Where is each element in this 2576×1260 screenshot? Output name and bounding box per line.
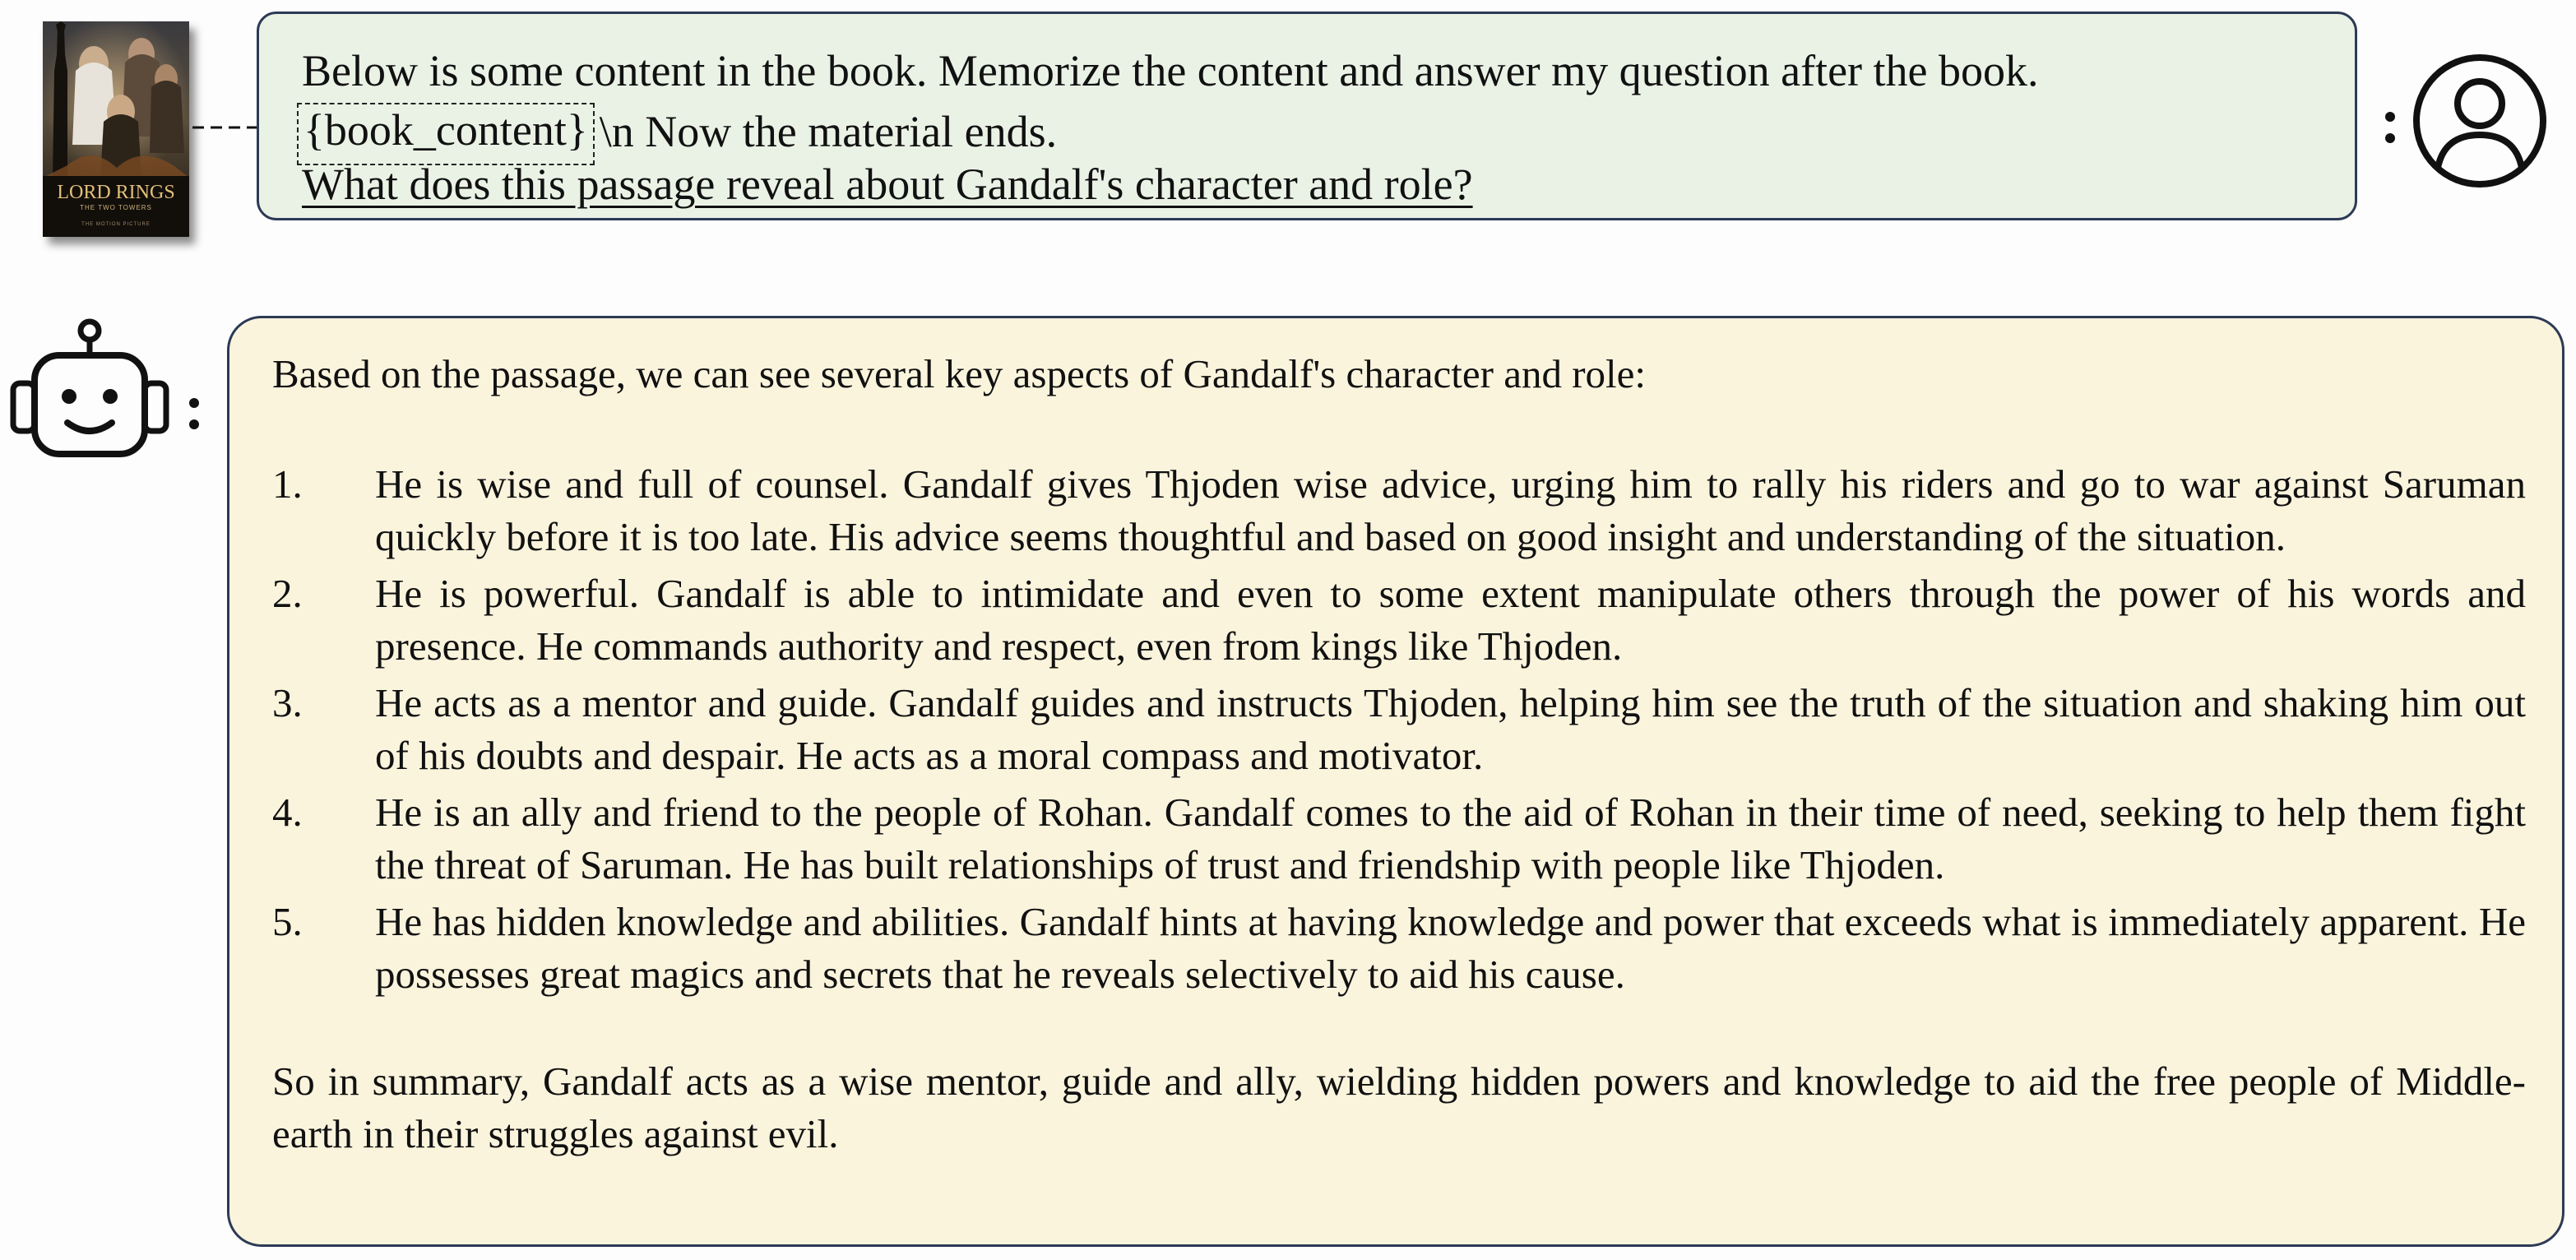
book-cover-image — [43, 21, 189, 237]
response-list — [272, 458, 2526, 1001]
user-colon-separator — [2385, 112, 2395, 155]
response-intro: Based on the passage, we can see several key aspects of Gandalf's character and role: — [272, 351, 1646, 396]
user-prompt-bubble — [257, 12, 2357, 220]
list-item-text: He is powerful. Gandalf is able to intimidate and even to some extent manipulate others through the power of his words and presence. He commands authority and respect, even from kings like Thjoden. — [375, 571, 2526, 669]
list-item-text: He acts as a mentor and guide. Gandalf guides and instructs Thjoden, helping him see the truth of the situation and shaking him out of his doubts and despair. He acts as a moral compass and motivator. — [375, 680, 2526, 778]
book-cover-credit: THE MOTION PICTURE — [81, 222, 151, 227]
list-item — [272, 786, 2526, 892]
prompt-material-line — [302, 104, 1057, 167]
book-cover-title: LORD RINGS — [57, 182, 175, 203]
list-item-text: He has hidden knowledge and abilities. Gandalf hints at having knowledge and power that exceeds what is immediately apparent. He possesses great magics and secrets that he reveals selectively to aid his cause. — [375, 899, 2526, 997]
list-item — [272, 458, 2526, 563]
list-item — [272, 896, 2526, 1001]
prompt-instruction: Below is some content in the book. Memorize the content and answer my question after the book. — [302, 46, 2039, 95]
list-item — [272, 567, 2526, 673]
list-item-number: 5. — [272, 899, 303, 944]
list-item-number: 3. — [272, 680, 303, 725]
response-text — [272, 348, 2526, 1160]
list-item-text: He is wise and full of counsel. Gandalf gives Thjoden wise advice, urging him to rally his riders and go to war against Saruman quickly before it is too late. His advice seems thoughtful and based on good insight and understanding of the situation. — [375, 461, 2526, 559]
robot-assistant-icon — [5, 316, 169, 464]
prompt-question: What does this passage reveal about Gandalf's character and role? — [302, 160, 1473, 209]
list-item-number: 4. — [272, 790, 303, 835]
prompt-material-end: \n Now the material ends. — [599, 107, 1058, 156]
list-item-number: 2. — [272, 571, 303, 616]
list-item — [272, 677, 2526, 782]
book-cover-subtitle: THE TWO TOWERS — [80, 204, 152, 211]
response-summary: So in summary, Gandalf acts as a wise mentor, guide and ally, wielding hidden powers and knowledge to aid the free people of Middle-earth in their struggles against evil. — [272, 1058, 2526, 1156]
book-content-placeholder: {book_content} — [297, 103, 595, 165]
list-item-text: He is an ally and friend to the people of Rohan. Gandalf comes to the aid of Rohan in their time of need, seeking to help them fight the threat of Saruman. He has built relationships of trust and friendship with people like Thjoden. — [375, 790, 2526, 887]
list-item-number: 1. — [272, 461, 303, 507]
assistant-response-bubble — [227, 316, 2564, 1247]
bot-colon-separator — [189, 398, 199, 441]
user-avatar-icon — [2412, 53, 2548, 189]
